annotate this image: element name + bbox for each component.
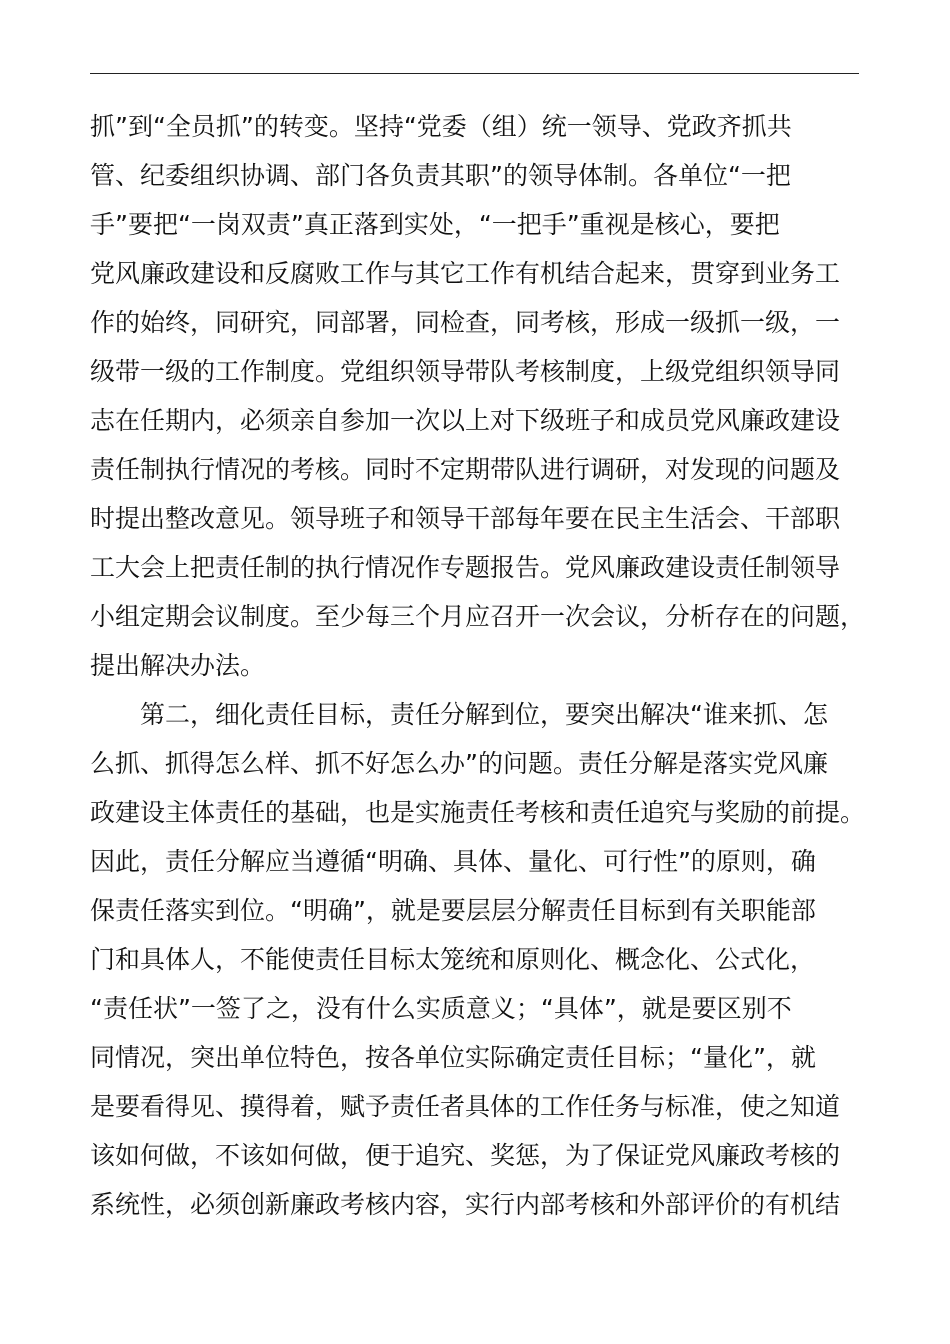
text-line: 作的始终，同研究，同部署，同检查，同考核，形成一级抓一级，一 <box>90 308 841 337</box>
text-line: 志在任期内，必须亲自参加一次以上对下级班子和成员党风廉政建设 <box>90 406 841 435</box>
text-line: 工大会上把责任制的执行情况作专题报告。党风廉政建设责任制领导 <box>90 553 841 582</box>
text-line: 责任制执行情况的考核。同时不定期带队进行调研，对发现的问题及 <box>90 455 841 484</box>
text-line: “责任状”一签了之，没有什么实质意义；“具体”，就是要区别不 <box>90 994 792 1023</box>
text-line: 么抓、抓得怎么样、抓不好怎么办”的问题。责任分解是落实党风廉 <box>90 749 828 778</box>
text-line: 管、纪委组织协调、部门各负责其职”的领导体制。各单位“一把 <box>90 161 791 190</box>
text-line: 因此，责任分解应当遵循“明确、具体、量化、可行性”的原则，确 <box>90 847 816 876</box>
text-line: 小组定期会议制度。至少每三个月应召开一次会议，分析存在的问题， <box>90 602 866 631</box>
text-line: 政建设主体责任的基础，也是实施责任考核和责任追究与奖励的前提。 <box>90 798 866 827</box>
text-line: 抓”到“全员抓”的转变。坚持“党委（组）统一领导、党政齐抓共 <box>90 112 792 141</box>
text-line: 时提出整改意见。领导班子和领导干部每年要在民主生活会、干部职 <box>90 504 841 533</box>
text-line: 系统性，必须创新廉政考核内容，实行内部考核和外部评价的有机结 <box>90 1190 841 1219</box>
text-line: 是要看得见、摸得着，赋予责任者具体的工作任务与标准，使之知道 <box>90 1092 841 1121</box>
text-line: 门和具体人，不能使责任目标太笼统和原则化、概念化、公式化， <box>90 945 816 974</box>
text-line: 提出解决办法。 <box>90 651 266 680</box>
header-rule <box>90 73 859 74</box>
text-line: 同情况，突出单位特色，按各单位实际确定责任目标；“量化”，就 <box>90 1043 816 1072</box>
text-line: 第二，细化责任目标，责任分解到位，要突出解决“谁来抓、怎 <box>90 700 828 729</box>
text-line: 级带一级的工作制度。党组织领导带队考核制度，上级党组织领导同 <box>90 357 841 386</box>
text-line: 党风廉政建设和反腐败工作与其它工作有机结合起来，贯穿到业务工 <box>90 259 841 288</box>
text-line: 保责任落实到位。“明确”，就是要层层分解责任目标到有关职能部 <box>90 896 816 925</box>
text-line: 手”要把“一岗双责”真正落到实处，“一把手”重视是核心，要把 <box>90 210 780 239</box>
text-line: 该如何做，不该如何做，便于追究、奖惩，为了保证党风廉政考核的 <box>90 1141 841 1170</box>
